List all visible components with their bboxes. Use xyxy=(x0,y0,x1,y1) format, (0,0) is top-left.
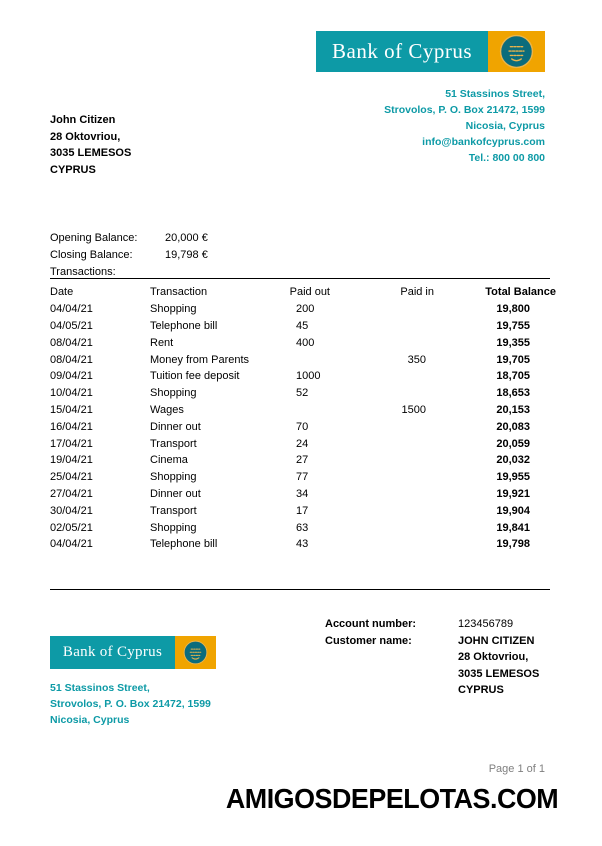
customer-name-value xyxy=(458,633,539,699)
transaction-row xyxy=(50,435,568,452)
customer-address-line: 28 Oktovriou, xyxy=(50,130,121,143)
bank-emblem-panel xyxy=(175,636,216,669)
transaction-cell: Shopping xyxy=(150,303,197,316)
transaction-row xyxy=(50,502,568,519)
balance-cell: 20,032 xyxy=(496,454,530,467)
paid-out-cell xyxy=(280,402,334,419)
transactions-table-body xyxy=(50,301,568,553)
balance-cell: 18,653 xyxy=(496,387,530,400)
bank-contact-block xyxy=(384,86,545,166)
paid-in-cell xyxy=(334,452,436,469)
paid-out-cell: 200 xyxy=(296,303,315,316)
header-paid-in: Paid in xyxy=(400,286,434,299)
transaction-cell: Rent xyxy=(150,336,174,349)
date-cell: 04/04/21 xyxy=(50,538,93,551)
paid-in-cell xyxy=(334,502,436,519)
header-total-balance: Total Balance xyxy=(485,286,556,299)
paid-out-cell: 24 xyxy=(296,437,309,450)
header-date: Date xyxy=(50,286,74,299)
paid-out-cell: 34 xyxy=(296,487,309,500)
bank-logo-footer xyxy=(50,636,216,669)
bank-email: info@bankofcyprus.com xyxy=(422,136,545,148)
customer-address-line: CYPRUS xyxy=(50,163,96,176)
transaction-row xyxy=(50,334,568,351)
transaction-cell: Shopping xyxy=(150,387,197,400)
paid-in-cell xyxy=(334,418,436,435)
paid-in-cell xyxy=(334,469,436,486)
balance-summary xyxy=(50,229,208,280)
date-cell: 10/04/21 xyxy=(50,387,93,400)
transaction-row xyxy=(50,351,568,368)
paid-out-cell xyxy=(280,351,334,368)
transaction-row xyxy=(50,469,568,486)
bank-address-line: 51 Stassinos Street, xyxy=(445,88,545,100)
page-number: Page 1 of 1 xyxy=(488,763,545,775)
balance-cell: 19,705 xyxy=(496,353,530,366)
opening-balance-value: 20,000 € xyxy=(165,231,208,244)
balance-cell: 19,355 xyxy=(496,336,530,349)
paid-in-cell: 1500 xyxy=(401,403,426,416)
date-cell: 08/04/21 xyxy=(50,353,93,366)
paid-out-cell: 400 xyxy=(296,336,315,349)
transaction-cell: Telephone bill xyxy=(150,538,218,551)
transaction-row xyxy=(50,385,568,402)
transaction-row xyxy=(50,536,568,553)
balance-cell: 19,904 xyxy=(496,504,530,517)
account-details xyxy=(325,616,539,699)
bank-address-line: Strovolos, P. O. Box 21472, 1599 xyxy=(384,104,545,116)
date-cell: 15/04/21 xyxy=(50,403,93,416)
paid-in-cell xyxy=(334,318,436,335)
paid-out-cell: 17 xyxy=(296,504,309,517)
balance-cell: 19,800 xyxy=(496,303,530,316)
balance-cell: 20,153 xyxy=(496,403,530,416)
paid-in-cell xyxy=(334,301,436,318)
customer-address-line: 3035 LEMESOS xyxy=(50,147,132,159)
paid-in-cell xyxy=(334,519,436,536)
customer-name-label: Customer name: xyxy=(325,634,412,647)
date-cell: 30/04/21 xyxy=(50,504,93,517)
date-cell: 09/04/21 xyxy=(50,370,93,383)
date-cell: 27/04/21 xyxy=(50,487,93,500)
balance-cell: 20,059 xyxy=(496,437,530,450)
transaction-row xyxy=(50,301,568,318)
table-header-row xyxy=(50,284,568,301)
transaction-cell: Tuition fee deposit xyxy=(150,370,240,383)
bank-emblem-icon xyxy=(183,640,208,665)
paid-in-cell xyxy=(334,536,436,553)
account-number-label: Account number: xyxy=(325,618,417,630)
bank-address-line: Strovolos, P. O. Box 21472, 1599 xyxy=(50,698,211,710)
account-number-row xyxy=(325,616,539,633)
opening-balance-row xyxy=(50,229,208,246)
transactions-table xyxy=(50,284,568,553)
paid-in-cell xyxy=(334,368,436,385)
transaction-row xyxy=(50,418,568,435)
transaction-cell: Wages xyxy=(150,403,184,416)
transaction-cell: Dinner out xyxy=(150,487,201,500)
customer-name-row xyxy=(325,633,539,699)
date-cell: 17/04/21 xyxy=(50,437,93,450)
bank-emblem-icon xyxy=(499,34,534,69)
paid-in-cell xyxy=(334,435,436,452)
divider-line-bottom xyxy=(50,589,550,590)
transaction-row xyxy=(50,486,568,503)
bank-emblem-panel xyxy=(488,31,545,72)
divider-line-top xyxy=(50,278,550,279)
closing-balance-value: 19,798 € xyxy=(165,248,208,261)
date-cell: 19/04/21 xyxy=(50,454,93,467)
date-cell: 04/04/21 xyxy=(50,303,93,316)
paid-in-cell xyxy=(334,334,436,351)
customer-name-line: JOHN CITIZEN xyxy=(458,634,535,647)
header-transaction: Transaction xyxy=(150,286,208,299)
date-cell: 16/04/21 xyxy=(50,420,93,433)
transaction-row xyxy=(50,452,568,469)
customer-name-line: CYPRUS xyxy=(458,684,504,696)
transaction-cell: Telephone bill xyxy=(150,319,218,332)
transaction-cell: Transport xyxy=(150,504,197,517)
balance-cell: 19,755 xyxy=(496,319,530,332)
date-cell: 02/05/21 xyxy=(50,521,93,534)
customer-address-block xyxy=(50,112,131,178)
bank-name: Bank of Cyprus xyxy=(50,636,175,669)
transaction-row xyxy=(50,519,568,536)
balance-cell: 19,841 xyxy=(496,521,530,534)
date-cell: 08/04/21 xyxy=(50,336,93,349)
opening-balance-label: Opening Balance: xyxy=(50,231,138,244)
paid-out-cell: 27 xyxy=(296,454,309,467)
balance-cell: 19,921 xyxy=(496,487,530,500)
paid-in-cell: 350 xyxy=(407,353,426,366)
balance-cell: 19,798 xyxy=(496,538,530,551)
transaction-cell: Transport xyxy=(150,437,197,450)
bank-phone: Tel.: 800 00 800 xyxy=(468,152,545,164)
footer-bank-address xyxy=(50,680,211,728)
balance-cell: 18,705 xyxy=(496,370,530,383)
paid-in-cell xyxy=(334,385,436,402)
paid-out-cell: 43 xyxy=(296,538,309,551)
paid-out-cell: 45 xyxy=(296,319,309,332)
balance-cell: 20,083 xyxy=(496,420,530,433)
transaction-row xyxy=(50,318,568,335)
transaction-row xyxy=(50,368,568,385)
transaction-cell: Cinema xyxy=(150,454,188,467)
transaction-row xyxy=(50,402,568,419)
customer-name-line: John Citizen xyxy=(50,114,116,126)
customer-name-line: 28 Oktovriou, xyxy=(458,651,529,663)
transaction-cell: Money from Parents xyxy=(150,353,250,366)
closing-balance-label: Closing Balance: xyxy=(50,248,133,261)
closing-balance-row xyxy=(50,246,208,263)
bank-name: Bank of Cyprus xyxy=(316,31,488,72)
paid-out-cell: 63 xyxy=(296,521,309,534)
transactions-heading: Transactions: xyxy=(50,265,116,278)
paid-out-cell: 52 xyxy=(296,387,309,400)
bank-address-line: 51 Stassinos Street, xyxy=(50,682,150,694)
date-cell: 25/04/21 xyxy=(50,471,93,484)
bank-address-line: Nicosia, Cyprus xyxy=(465,120,545,132)
paid-out-cell: 70 xyxy=(296,420,309,433)
paid-in-cell xyxy=(334,486,436,503)
paid-out-cell: 1000 xyxy=(296,370,321,383)
date-cell: 04/05/21 xyxy=(50,319,93,332)
balance-cell: 19,955 xyxy=(496,471,530,484)
watermark-text: AMIGOSDEPELOTAS.COM xyxy=(225,783,558,814)
bank-logo-header xyxy=(316,31,545,72)
customer-name-line: 3035 LEMESOS xyxy=(458,667,540,680)
transaction-cell: Shopping xyxy=(150,471,197,484)
bank-address-line: Nicosia, Cyprus xyxy=(50,714,130,726)
transaction-cell: Shopping xyxy=(150,521,197,534)
header-paid-out: Paid out xyxy=(289,286,330,299)
paid-out-cell: 77 xyxy=(296,471,309,484)
transaction-cell: Dinner out xyxy=(150,420,201,433)
account-number-value: 123456789 xyxy=(458,618,514,630)
